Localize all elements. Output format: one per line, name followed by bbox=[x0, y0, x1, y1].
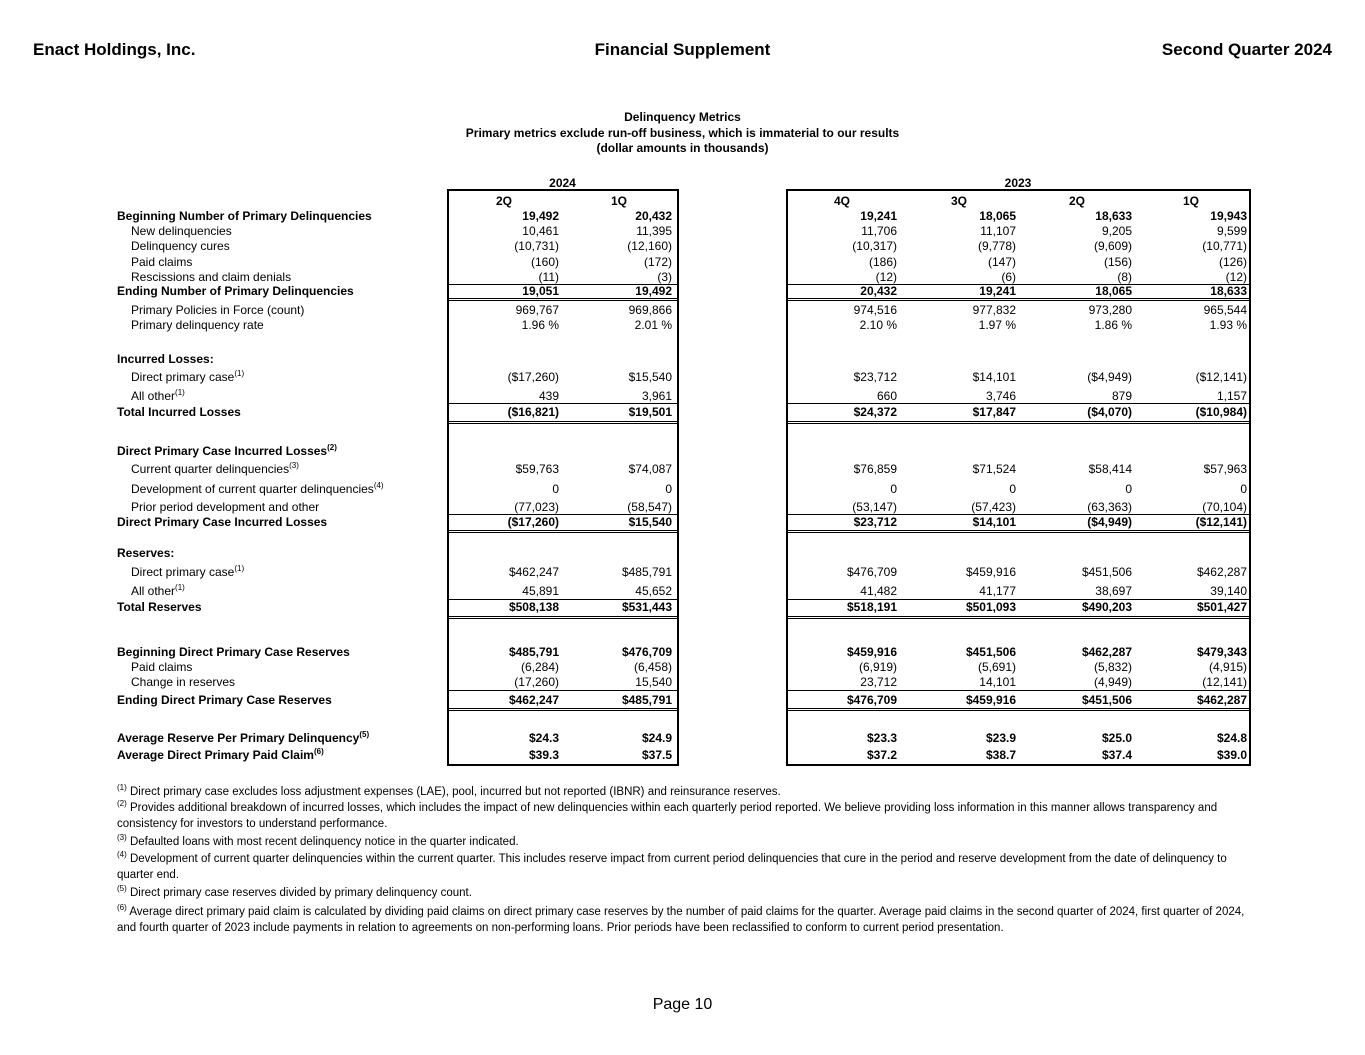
table-cell: ($12,141) bbox=[1195, 370, 1247, 384]
col-header-2023-4q: 4Q bbox=[833, 194, 850, 208]
table-cell: 2.01 % bbox=[634, 318, 672, 332]
table-cell: $37.4 bbox=[1101, 748, 1132, 762]
row-label-text: All other bbox=[131, 584, 176, 598]
row-label-text: Primary delinquency rate bbox=[131, 318, 264, 332]
row-label bbox=[117, 600, 202, 614]
table-cell: $24.3 bbox=[528, 731, 559, 745]
footnote-mark: (5) bbox=[117, 884, 127, 894]
table-cell: $462,287 bbox=[1081, 645, 1132, 659]
table-cell: $24.9 bbox=[641, 731, 672, 745]
table-cell: 11,395 bbox=[636, 224, 672, 238]
table-cell: 19,241 bbox=[979, 284, 1016, 298]
table-cell: 1.96 % bbox=[521, 318, 559, 332]
table-cell: 1.93 % bbox=[1209, 318, 1247, 332]
col-header-2024-1q: 1Q bbox=[610, 194, 627, 208]
row-label bbox=[131, 303, 304, 317]
table-cell: $17,847 bbox=[972, 405, 1016, 419]
table-cell: (6,919) bbox=[858, 660, 897, 674]
table-cell: 20,432 bbox=[860, 284, 897, 298]
table-row bbox=[0, 352, 1365, 366]
table-row bbox=[0, 748, 1365, 762]
row-label bbox=[131, 675, 235, 689]
table-cell: (53,147) bbox=[852, 500, 897, 514]
table-cell: 20,432 bbox=[635, 209, 672, 223]
subtotal-rule bbox=[786, 284, 1251, 285]
table-row bbox=[0, 370, 1365, 384]
table-row bbox=[0, 405, 1365, 419]
row-label bbox=[131, 318, 264, 332]
row-label-text: Prior period development and other bbox=[131, 500, 320, 514]
table-cell: 1,157 bbox=[1216, 389, 1247, 403]
table-cell: $479,343 bbox=[1196, 645, 1247, 659]
table-cell: (77,023) bbox=[514, 500, 559, 514]
footnote-ref: (1) bbox=[175, 583, 185, 592]
table-cell: ($17,260) bbox=[507, 515, 559, 529]
row-label-text: Direct Primary Case Incurred Losses bbox=[117, 515, 328, 529]
table-cell: (12,160) bbox=[627, 239, 672, 253]
table-cell: 973,280 bbox=[1088, 303, 1132, 317]
row-label-text: Average Reserve Per Primary Delinquency bbox=[117, 731, 360, 745]
table-row bbox=[0, 584, 1365, 598]
table-cell: $59,763 bbox=[515, 462, 559, 476]
row-label-text: Total Incurred Losses bbox=[117, 405, 241, 419]
table-cell: 45,891 bbox=[522, 584, 559, 598]
table-cell: 18,065 bbox=[1095, 284, 1132, 298]
table-row bbox=[0, 600, 1365, 614]
total-rule bbox=[447, 618, 679, 619]
row-label-text: Change in reserves bbox=[131, 675, 236, 689]
table-cell: 2.10 % bbox=[859, 318, 897, 332]
footnote bbox=[117, 904, 1247, 936]
table-cell: $71,524 bbox=[972, 462, 1016, 476]
row-label-text: Rescissions and claim denials bbox=[131, 270, 292, 284]
table-cell: (12) bbox=[1225, 270, 1247, 284]
table-cell: $19,501 bbox=[628, 405, 672, 419]
document-title: Financial Supplement bbox=[594, 40, 771, 59]
table-cell: 19,943 bbox=[1210, 209, 1247, 223]
table-cell: 18,633 bbox=[1210, 284, 1247, 298]
row-label-text: Delinquency cures bbox=[131, 239, 230, 253]
footnote-ref: (2) bbox=[327, 443, 337, 452]
total-rule bbox=[786, 300, 1251, 301]
row-label bbox=[117, 515, 327, 529]
table-cell: (6) bbox=[1001, 270, 1016, 284]
total-rule bbox=[447, 423, 679, 424]
row-label bbox=[131, 270, 291, 284]
table-row bbox=[0, 209, 1365, 223]
table-row bbox=[0, 444, 1365, 458]
footnote-ref: (1) bbox=[234, 564, 245, 573]
table-cell: (5,691) bbox=[977, 660, 1016, 674]
footnote-mark: (1) bbox=[117, 783, 127, 793]
table-cell: $485,791 bbox=[621, 565, 672, 579]
table-row bbox=[0, 660, 1365, 674]
table-cell: (5,832) bbox=[1093, 660, 1132, 674]
total-rule bbox=[447, 710, 679, 711]
row-label-text: Current quarter delinquencies bbox=[131, 462, 290, 476]
table-cell: $476,709 bbox=[621, 645, 672, 659]
table-cell: 38,697 bbox=[1095, 584, 1132, 598]
table-cell: ($4,949) bbox=[1087, 370, 1132, 384]
total-rule bbox=[786, 421, 1251, 422]
row-label-text: Reserves: bbox=[117, 546, 175, 560]
footnote bbox=[117, 800, 1247, 832]
table-cell: 9,205 bbox=[1101, 224, 1132, 238]
table-cell: $23,712 bbox=[853, 370, 897, 384]
row-label-text: Ending Direct Primary Case Reserves bbox=[117, 693, 332, 707]
col-header-2024-2q: 2Q bbox=[495, 194, 512, 208]
table-cell: 0 bbox=[1009, 482, 1016, 496]
row-label bbox=[117, 444, 337, 458]
row-label bbox=[131, 584, 185, 598]
table-cell: $74,087 bbox=[628, 462, 672, 476]
total-rule bbox=[447, 421, 679, 422]
table-cell: $459,916 bbox=[965, 565, 1016, 579]
table-cell: $462,247 bbox=[508, 565, 559, 579]
subtotal-rule bbox=[447, 599, 679, 600]
table-cell: (70,104) bbox=[1202, 500, 1247, 514]
total-rule bbox=[786, 530, 1251, 531]
table-cell: $490,203 bbox=[1081, 600, 1132, 614]
row-label bbox=[131, 370, 244, 384]
table-cell: (58,547) bbox=[627, 500, 672, 514]
table-cell: 18,633 bbox=[1095, 209, 1132, 223]
table-cell: 15,540 bbox=[635, 675, 672, 689]
table-cell: 969,767 bbox=[515, 303, 559, 317]
total-rule bbox=[447, 530, 679, 531]
table-cell: 0 bbox=[1240, 482, 1247, 496]
table-row bbox=[0, 284, 1365, 298]
total-rule bbox=[786, 532, 1251, 533]
year-header-2024: 2024 bbox=[549, 176, 576, 190]
table-cell: (63,363) bbox=[1087, 500, 1132, 514]
table-cell: ($4,949) bbox=[1087, 515, 1132, 529]
table-cell: $451,506 bbox=[965, 645, 1016, 659]
table-row bbox=[0, 255, 1365, 269]
table-cell: $501,427 bbox=[1196, 600, 1247, 614]
table-cell: (6,458) bbox=[633, 660, 672, 674]
table-cell: $501,093 bbox=[965, 600, 1016, 614]
table-cell: $14,101 bbox=[972, 370, 1016, 384]
table-cell: (186) bbox=[868, 255, 897, 269]
subtotal-rule bbox=[786, 599, 1251, 600]
table-cell: $451,506 bbox=[1081, 565, 1132, 579]
table-cell: $23.3 bbox=[866, 731, 897, 745]
col-header-2023-3q: 3Q bbox=[950, 194, 967, 208]
table-cell: 969,866 bbox=[628, 303, 672, 317]
row-label-text: Average Direct Primary Paid Claim bbox=[117, 748, 314, 762]
table-cell: 41,177 bbox=[979, 584, 1016, 598]
table-cell: (147) bbox=[987, 255, 1016, 269]
row-label bbox=[131, 660, 192, 674]
table-cell: $24,372 bbox=[853, 405, 897, 419]
table-cell: (12,141) bbox=[1202, 675, 1247, 689]
row-label-text: New delinquencies bbox=[131, 224, 232, 238]
row-label-text: Beginning Number of Primary Delinquencies bbox=[117, 209, 372, 223]
table-cell: (172) bbox=[643, 255, 672, 269]
table-cell: $531,443 bbox=[621, 600, 672, 614]
table-cell: (12) bbox=[875, 270, 897, 284]
footnote bbox=[117, 834, 1247, 850]
subtotal-rule bbox=[786, 690, 1251, 691]
footnote-mark: (2) bbox=[117, 799, 127, 809]
table-row bbox=[0, 565, 1365, 579]
row-label bbox=[131, 239, 230, 253]
table-cell: $462,287 bbox=[1196, 693, 1247, 707]
table-cell: 11,107 bbox=[980, 224, 1016, 238]
table-row bbox=[0, 546, 1365, 560]
table-row bbox=[0, 515, 1365, 529]
year-header-2023: 2023 bbox=[1004, 176, 1032, 190]
table-cell: (4,915) bbox=[1208, 660, 1247, 674]
table-cell: (57,423) bbox=[971, 500, 1016, 514]
footnote bbox=[117, 851, 1247, 883]
footnote-text: Average direct primary paid claim is calculated by dividing paid claims on direct primary case reserves by the number of paid claims for the quarter. Average paid claims in the second quarter of 2024, first quarter of 2024, and fourth quarter of 2023 include payments in relation to agreements on non-performing loans. Prior periods have been reclassified to conform to current period presentation. bbox=[117, 906, 1245, 934]
table-units: (dollar amounts in thousands) bbox=[596, 141, 769, 155]
row-label bbox=[117, 405, 241, 419]
total-rule bbox=[447, 616, 679, 617]
row-label bbox=[117, 693, 332, 707]
row-label bbox=[117, 748, 324, 762]
row-label bbox=[131, 565, 244, 579]
subtotal-rule bbox=[447, 403, 679, 404]
subtotal-rule bbox=[786, 514, 1251, 515]
row-label bbox=[131, 224, 232, 238]
table-cell: $57,963 bbox=[1203, 462, 1247, 476]
footnote bbox=[117, 885, 1247, 901]
table-row bbox=[0, 675, 1365, 689]
table-cell: ($4,070) bbox=[1087, 405, 1132, 419]
row-label-text: Beginning Direct Primary Case Reserves bbox=[117, 645, 350, 659]
table-cell: $23,712 bbox=[853, 515, 897, 529]
table-cell: $76,859 bbox=[853, 462, 897, 476]
table-cell: ($12,141) bbox=[1195, 515, 1247, 529]
table-cell: (6,284) bbox=[520, 660, 559, 674]
table-cell: $462,287 bbox=[1196, 565, 1247, 579]
table-cell: $39.0 bbox=[1216, 748, 1247, 762]
table-cell: $37.5 bbox=[641, 748, 672, 762]
row-label-text: All other bbox=[131, 389, 176, 403]
company-name: Enact Holdings, Inc. bbox=[33, 40, 196, 59]
table-cell: $58,414 bbox=[1088, 462, 1132, 476]
table-cell: 0 bbox=[1125, 482, 1132, 496]
row-label bbox=[117, 546, 174, 560]
row-label bbox=[117, 731, 369, 745]
table-cell: 879 bbox=[1111, 389, 1132, 403]
subtotal-rule bbox=[447, 284, 679, 285]
row-label-text: Total Reserves bbox=[117, 600, 202, 614]
table-row bbox=[0, 270, 1365, 284]
table-cell: (160) bbox=[530, 255, 559, 269]
table-cell: 3,961 bbox=[641, 389, 672, 403]
table-cell: $25.0 bbox=[1101, 731, 1132, 745]
table-cell: (10,317) bbox=[852, 239, 897, 253]
col-header-2023-1q: 1Q bbox=[1182, 194, 1199, 208]
table-cell: 1.86 % bbox=[1094, 318, 1132, 332]
row-label-text: Direct primary case bbox=[131, 370, 235, 384]
table-row bbox=[0, 500, 1365, 514]
table-cell: $476,709 bbox=[846, 693, 897, 707]
table-cell: 660 bbox=[876, 389, 897, 403]
table-titles bbox=[0, 110, 1365, 157]
table-cell: ($17,260) bbox=[507, 370, 559, 384]
row-label bbox=[131, 255, 192, 269]
row-label bbox=[131, 389, 185, 403]
subtotal-rule bbox=[447, 690, 679, 691]
table-cell: (126) bbox=[1218, 255, 1247, 269]
table-cell: (9,778) bbox=[977, 239, 1016, 253]
table-cell: $476,709 bbox=[846, 565, 897, 579]
table-cell: ($10,984) bbox=[1195, 405, 1247, 419]
row-label bbox=[131, 482, 384, 496]
footnote-ref: (3) bbox=[289, 461, 299, 470]
table-cell: 9,599 bbox=[1216, 224, 1247, 238]
total-rule bbox=[447, 708, 679, 709]
table-cell: $462,247 bbox=[508, 693, 559, 707]
row-label-text: Direct Primary Case Incurred Losses bbox=[117, 444, 328, 458]
table-cell: $459,916 bbox=[846, 645, 897, 659]
row-label-text: Paid claims bbox=[131, 660, 193, 674]
row-label-text: Paid claims bbox=[131, 255, 193, 269]
row-label-text: Direct primary case bbox=[131, 565, 235, 579]
row-label bbox=[117, 284, 354, 298]
table-cell: 0 bbox=[890, 482, 897, 496]
footnote bbox=[117, 784, 1247, 800]
table-cell: $37.2 bbox=[866, 748, 897, 762]
subtotal-rule bbox=[447, 514, 679, 515]
col-header-2023-2q: 2Q bbox=[1068, 194, 1085, 208]
table-row bbox=[0, 224, 1365, 238]
page-number: Page 10 bbox=[652, 996, 713, 1013]
table-cell: 19,051 bbox=[522, 284, 559, 298]
footnote-ref: (1) bbox=[234, 369, 245, 378]
total-rule bbox=[447, 300, 679, 301]
table-cell: 439 bbox=[538, 389, 559, 403]
table-cell: $485,791 bbox=[508, 645, 559, 659]
table-cell: $485,791 bbox=[621, 693, 672, 707]
table-cell: (4,949) bbox=[1093, 675, 1132, 689]
table-cell: 14,101 bbox=[979, 675, 1016, 689]
table-cell: 18,065 bbox=[979, 209, 1016, 223]
table-cell: 977,832 bbox=[972, 303, 1016, 317]
footnote-text: Defaulted loans with most recent delinquency notice in the quarter indicated. bbox=[129, 836, 519, 848]
table-cell: 3,746 bbox=[985, 389, 1016, 403]
table-cell: (10,771) bbox=[1202, 239, 1247, 253]
footnote-text: Development of current quarter delinquencies within the current quarter. This includes reserve impact from current period delinquencies that cure in the period and reserve development from the date of delinquency to quarter end. bbox=[117, 853, 1227, 881]
row-label-text: Primary Policies in Force (count) bbox=[131, 303, 305, 317]
table-row bbox=[0, 731, 1365, 745]
footnote-ref: (5) bbox=[359, 730, 370, 739]
table-cell: 41,482 bbox=[860, 584, 897, 598]
table-cell: (3) bbox=[657, 270, 672, 284]
table-cell: (10,731) bbox=[514, 239, 559, 253]
footnote-text: Provides additional breakdown of incurred losses, which includes the impact of new delinquencies within each quarterly period reported. We believe providing loss information in this manner allows transparency and consistency for investors to understand performance. bbox=[117, 802, 1218, 830]
row-label bbox=[131, 462, 299, 476]
table-cell: (8) bbox=[1117, 270, 1132, 284]
table-cell: $459,916 bbox=[965, 693, 1016, 707]
table-cell: $24.8 bbox=[1216, 731, 1247, 745]
table-row bbox=[0, 693, 1365, 707]
table-cell: $508,138 bbox=[508, 600, 559, 614]
report-period: Second Quarter 2024 bbox=[1161, 40, 1332, 59]
row-label bbox=[117, 209, 372, 223]
total-rule bbox=[447, 298, 679, 299]
row-label-text: Incurred Losses: bbox=[117, 352, 214, 366]
total-rule bbox=[786, 298, 1251, 299]
table-cell: $14,101 bbox=[972, 515, 1016, 529]
total-rule bbox=[786, 423, 1251, 424]
table-cell: 965,544 bbox=[1203, 303, 1247, 317]
table-cell: 11,706 bbox=[861, 224, 897, 238]
table-cell: $39.3 bbox=[528, 748, 559, 762]
subtotal-rule bbox=[786, 403, 1251, 404]
table-row bbox=[0, 239, 1365, 253]
table-cell: 0 bbox=[552, 482, 559, 496]
row-label-text: Ending Number of Primary Delinquencies bbox=[117, 284, 354, 298]
footnote-text: Direct primary case reserves divided by primary delinquency count. bbox=[129, 887, 472, 899]
table-cell: (156) bbox=[1103, 255, 1132, 269]
table-row bbox=[0, 389, 1365, 403]
row-label bbox=[117, 645, 350, 659]
table-cell: 45,652 bbox=[635, 584, 672, 598]
table-cell: 1.97 % bbox=[978, 318, 1016, 332]
table-cell: 0 bbox=[665, 482, 672, 496]
table-cell: $518,191 bbox=[846, 600, 897, 614]
total-rule bbox=[786, 616, 1251, 617]
table-cell: 19,492 bbox=[635, 284, 672, 298]
table-row bbox=[0, 645, 1365, 659]
table-cell: 19,492 bbox=[522, 209, 559, 223]
table-cell: ($16,821) bbox=[507, 405, 559, 419]
table-cell: $15,540 bbox=[628, 515, 672, 529]
total-rule bbox=[447, 532, 679, 533]
total-rule bbox=[786, 710, 1251, 711]
table-row bbox=[0, 482, 1365, 496]
footnote-text: Direct primary case excludes loss adjustment expenses (LAE), pool, incurred but not reported (IBNR) and reinsurance reserves. bbox=[129, 786, 781, 798]
footnote-ref: (1) bbox=[175, 388, 185, 397]
table-title: Delinquency Metrics bbox=[624, 110, 741, 124]
table-row bbox=[0, 303, 1365, 317]
table-cell: $451,506 bbox=[1081, 693, 1132, 707]
table-cell: 10,461 bbox=[522, 224, 559, 238]
table-cell: $15,540 bbox=[628, 370, 672, 384]
footnote-ref: (4) bbox=[373, 481, 384, 490]
table-row bbox=[0, 318, 1365, 332]
table-row bbox=[0, 462, 1365, 476]
footnote-ref: (6) bbox=[313, 747, 324, 756]
row-label bbox=[131, 500, 319, 514]
table-subtitle: Primary metrics exclude run-off business, which is immaterial to our results bbox=[465, 125, 900, 140]
table-cell: 19,241 bbox=[860, 209, 897, 223]
footnote-mark: (4) bbox=[117, 850, 127, 860]
table-cell: $38.7 bbox=[985, 748, 1016, 762]
row-label-text: Development of current quarter delinquencies bbox=[131, 482, 374, 496]
table-cell: 974,516 bbox=[853, 303, 897, 317]
footnote-mark: (3) bbox=[117, 833, 127, 843]
total-rule bbox=[786, 708, 1251, 709]
footnote-mark: (6) bbox=[117, 903, 127, 913]
table-cell: (17,260) bbox=[514, 675, 559, 689]
row-label bbox=[117, 352, 214, 366]
table-cell: $23.9 bbox=[985, 731, 1016, 745]
table-cell: 39,140 bbox=[1210, 584, 1247, 598]
table-cell: (11) bbox=[538, 270, 559, 284]
table-cell: 23,712 bbox=[860, 675, 897, 689]
total-rule bbox=[786, 618, 1251, 619]
table-cell: (9,609) bbox=[1093, 239, 1132, 253]
